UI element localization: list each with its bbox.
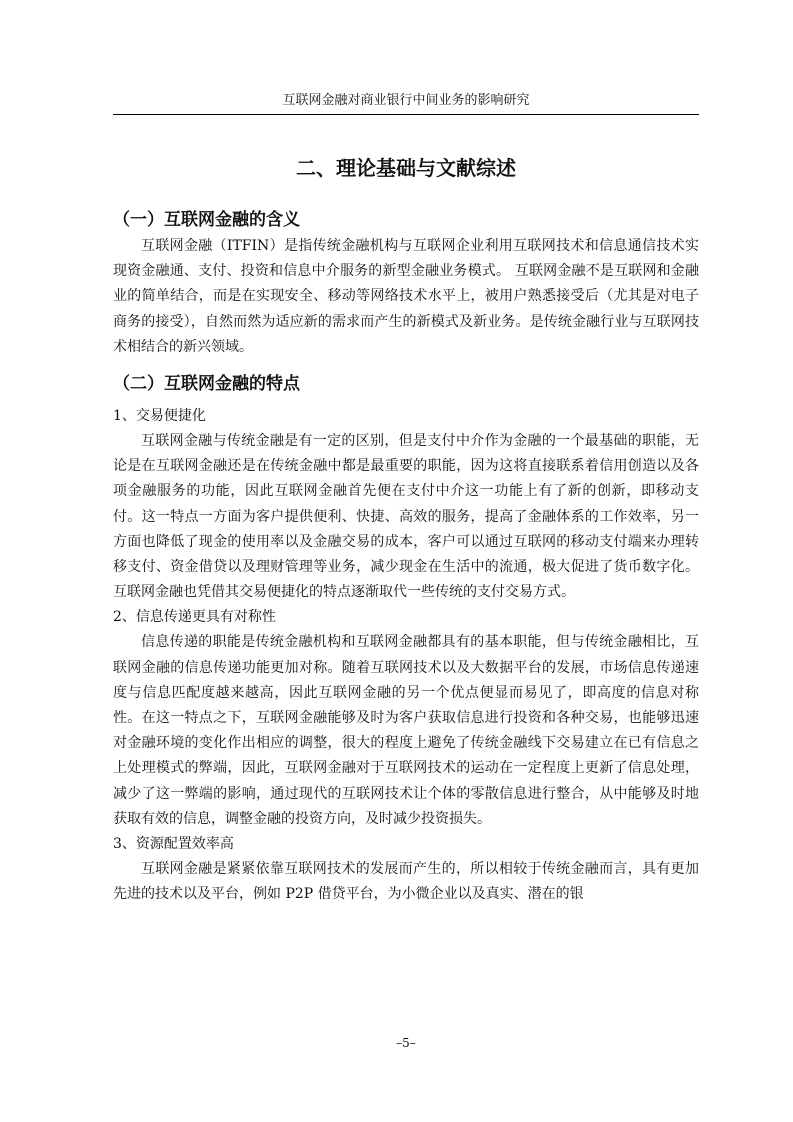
section-heading: （二）互联网金融的特点: [113, 374, 300, 395]
document-body: [113, 206, 699, 907]
chapter-title: 二、理论基础与文献综述: [296, 156, 516, 180]
header-rule: [113, 114, 699, 115]
section-paragraph: 互联网金融（ITFIN）是指传统金融机构与互联网企业利用互联网技术和信息通信技术实现资金融通、支付、投资和信息中介服务的新型金融业务模式。 互联网金融不是互联网和金融业的简单结合，而是在实现安全、移动等网络技术水平上，被用户熟悉接受后（尤其是对电子商务的接受），自然而然为适应新的需求而产生的新模式及新业务。是传统金融行业与互联网技术相结合的新兴领域。: [113, 238, 699, 355]
item-heading: 3、资源配置效率高: [113, 836, 234, 853]
section-heading: （一）互联网金融的含义: [113, 210, 300, 230]
running-header: 互联网金融对商业银行中间业务的影响研究: [282, 93, 530, 108]
item-heading: 1、交易便捷化: [113, 408, 206, 425]
item-paragraph: 互联网金融与传统金融是有一定的区别，但是支付中介作为金融的一个最基础的职能，无论是在互联网金融还是在传统金融中都是最重要的职能，因为这将直接联系着信用创造以及各项金融服务的功能，因此互联网金融首先便在支付中介这一功能上有了新的创新，即移动支付。这一特点一方面为客户提供便利、快捷、高效的服务，提高了金融体系的工作效率，另一方面也降低了现金的使用率以及金融交易的成本，客户可以通过互联网的移动支付端来办理转移支付、资金借贷以及理财管理等业务，减少现金在生活中的流通，极大促进了货币数字化。互联网金融也凭借其交易便捷化的特点逐渐取代一些传统的支付交易方式。: [113, 433, 699, 601]
item-heading: 2、信息传递更具有对称性: [113, 609, 276, 626]
page-number: –5–: [396, 1036, 416, 1050]
item-paragraph: 信息传递的职能是传统金融机构和互联网金融都具有的基本职能，但与传统金融相比，互联网金融的信息传递功能更加对称。随着互联网技术以及大数据平台的发展，市场信息传递速度与信息匹配度越来越高，因此互联网金融的另一个优点便显而易见了，即高度的信息对称性。在这一特点之下，互联网金融能够及时为客户获取信息进行投资和各种交易，也能够迅速对金融环境的变化作出相应的调整，很大的程度上避免了传统金融线下交易建立在已有信息之上处理模式的弊端，因此，互联网金融对于互联网技术的运动在一定程度上更新了信息处理，减少了这一弊端的影响，通过现代的互联网技术让个体的零散信息进行整合，从中能够及时地获取有效的信息，调整金融的投资方向，及时减少投资损失。: [113, 634, 699, 827]
item-paragraph: 互联网金融是紧紧依靠互联网技术的发展而产生的，所以相较于传统金融而言，具有更加先进的技术以及平台，例如 P2P 借贷平台，为小微企业以及真实、潜在的银: [113, 861, 699, 903]
